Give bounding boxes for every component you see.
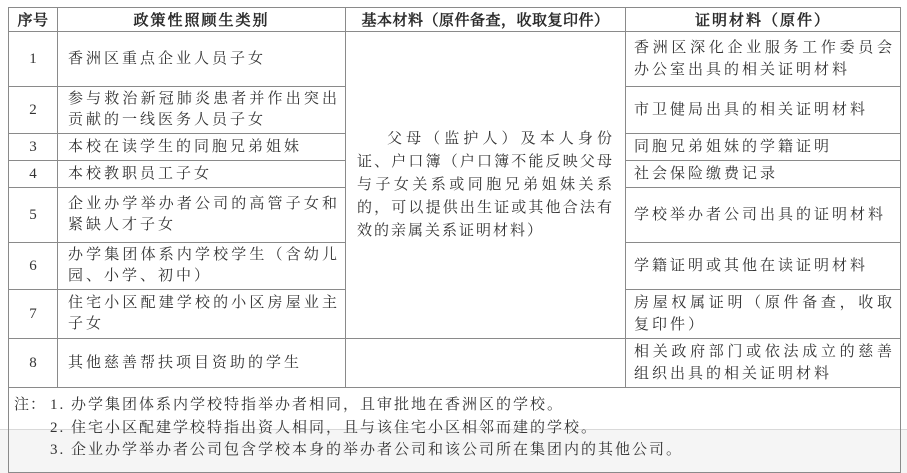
basic-materials-empty-cell	[346, 339, 626, 388]
header-category: 政策性照顾生类别	[58, 8, 346, 32]
header-row	[9, 8, 901, 32]
header-basic-materials: 基本材料（原件备查，收取复印件）	[346, 8, 626, 32]
header-no: 序号	[9, 8, 58, 32]
notes	[14, 394, 896, 462]
row-number: 4	[9, 161, 58, 188]
note-line-2: 2. 住宅小区配建学校特指出资人相同，且与该住宅小区相邻而建的学校。	[50, 419, 599, 436]
header-proof-materials: 证明材料（原件）	[626, 8, 901, 32]
row-number: 6	[9, 243, 58, 290]
proof-cell: 同胞兄弟姐妹的学籍证明	[626, 134, 901, 161]
row-number: 7	[9, 290, 58, 339]
note-line-1: 1. 办学集团体系内学校特指举办者相同，且审批地在香洲区的学校。	[50, 397, 565, 413]
proof-cell: 房屋权属证明（原件备查，收取复印件）	[626, 290, 901, 339]
category-cell: 住宅小区配建学校的小区房屋业主子女	[58, 290, 346, 339]
row-number: 5	[9, 188, 58, 243]
row-number: 2	[9, 87, 58, 134]
policy-students-materials-table	[8, 7, 901, 473]
table-row	[9, 32, 901, 87]
notes-cell	[9, 388, 901, 473]
note-line-3: 3. 企业办学举办者公司包含学校本身的举办者公司和该公司所在集团内的其他公司。	[50, 442, 684, 458]
basic-materials-text: 父母（监护人）及本人身份证、户口簿（户口簿不能反映父母与子女关系或同胞兄弟姐妹关系的，可以提供出生证或其他合法有效的亲属关系证明材料）	[357, 130, 614, 239]
category-cell: 香洲区重点企业人员子女	[58, 32, 346, 87]
category-cell: 本校在读学生的同胞兄弟姐妹	[58, 134, 346, 161]
row-number: 3	[9, 134, 58, 161]
category-cell: 其他慈善帮扶项目资助的学生	[58, 339, 346, 388]
category-cell: 办学集团体系内学校学生（含幼儿园、小学、初中）	[58, 243, 346, 290]
notes-body	[50, 394, 896, 462]
proof-cell: 学籍证明或其他在读证明材料	[626, 243, 901, 290]
proof-cell: 市卫健局出具的相关证明材料	[626, 87, 901, 134]
proof-cell: 社会保险缴费记录	[626, 161, 901, 188]
proof-cell: 香洲区深化企业服务工作委员会办公室出具的相关证明材料	[626, 32, 901, 87]
category-cell: 企业办学举办者公司的高管子女和紧缺人才子女	[58, 188, 346, 243]
basic-materials-cell	[346, 32, 626, 339]
notes-label: 注：	[14, 397, 47, 413]
row-number: 1	[9, 32, 58, 87]
proof-cell: 相关政府部门或依法成立的慈善组织出具的相关证明材料	[626, 339, 901, 388]
category-cell: 本校教职员工子女	[58, 161, 346, 188]
category-cell: 参与救治新冠肺炎患者并作出突出贡献的一线医务人员子女	[58, 87, 346, 134]
proof-cell: 学校举办者公司出具的证明材料	[626, 188, 901, 243]
row-number: 8	[9, 339, 58, 388]
table-row	[9, 339, 901, 388]
notes-row	[9, 388, 901, 473]
